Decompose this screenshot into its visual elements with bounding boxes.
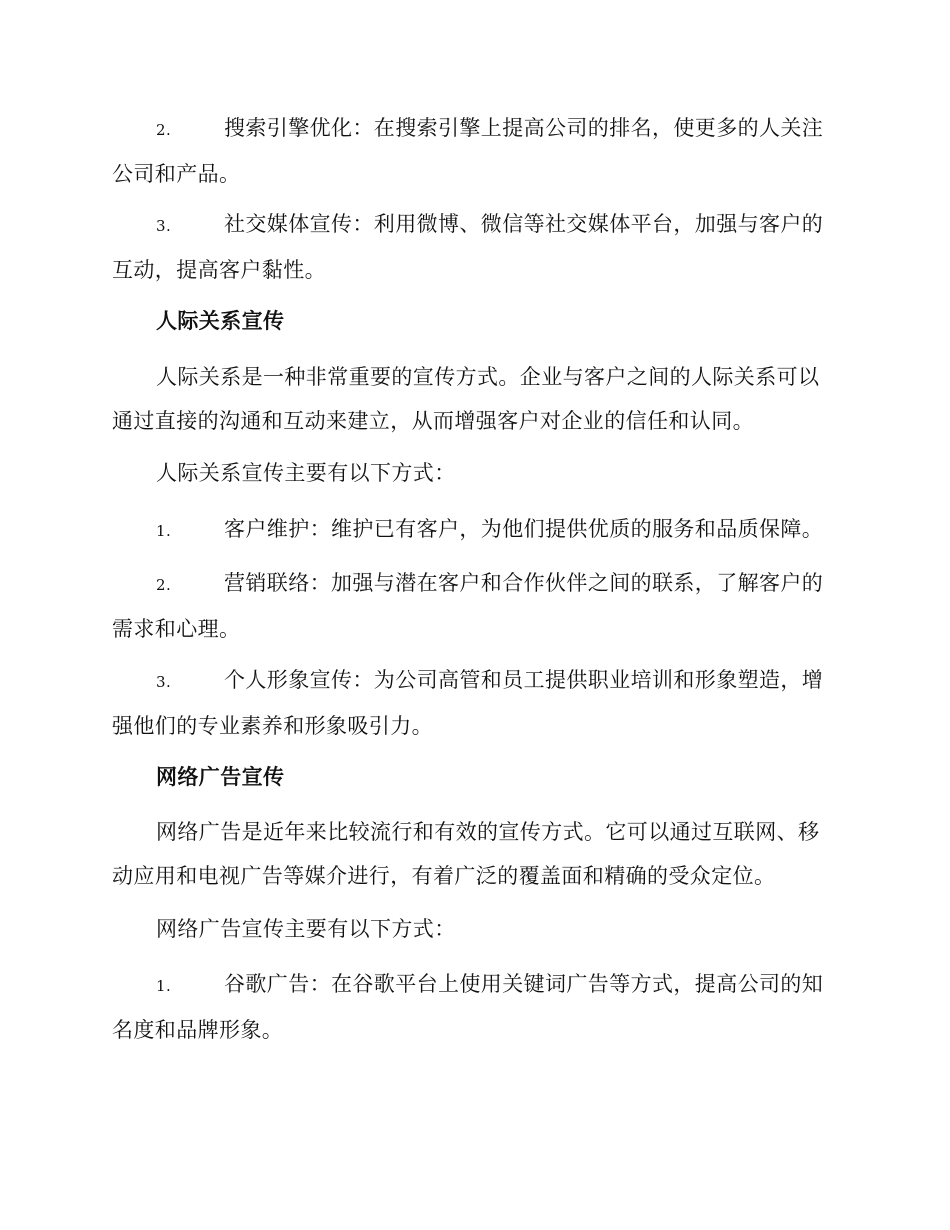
- list-number: 3.: [156, 217, 172, 235]
- list-item-personal-image: [112, 658, 832, 748]
- list-item-marketing-contact: [112, 561, 832, 651]
- list-text: 搜索引擎优化：在搜索引擎上提高公司的排名，使更多的人关注公司和产品。: [112, 116, 824, 186]
- list-number: 1.: [156, 522, 172, 540]
- section-heading-interpersonal: 人际关系宣传: [156, 308, 285, 333]
- list-number: 2.: [156, 576, 172, 594]
- list-text: 营销联络：加强与潜在客户和合作伙伴之间的联系，了解客户的需求和心理。: [112, 571, 824, 641]
- list-item-seo: [112, 106, 832, 196]
- list-text: 社交媒体宣传：利用微博、微信等社交媒体平台，加强与客户的互动，提高客户黏性。: [112, 212, 824, 282]
- section-heading-online-ads: 网络广告宣传: [156, 764, 285, 789]
- list-text: 客户维护：维护已有客户，为他们提供优质的服务和品质保障。: [224, 517, 824, 541]
- paragraph-online-ads-intro: 网络广告是近年来比较流行和有效的宣传方式。它可以通过互联网、移动应用和电视广告等媒介进行，有着广泛的覆盖面和精确的受众定位。: [112, 820, 820, 888]
- list-item-customer-maintenance: [112, 507, 832, 553]
- list-item-google-ads: [112, 962, 832, 1052]
- paragraph-interpersonal-intro: 人际关系是一种非常重要的宣传方式。企业与客户之间的人际关系可以通过直接的沟通和互动来建立，从而增强客户对企业的信任和认同。: [112, 365, 820, 433]
- list-item-social-media: [112, 202, 832, 292]
- list-number: 1.: [156, 977, 172, 995]
- list-number: 2.: [156, 121, 172, 139]
- list-text: 谷歌广告：在谷歌平台上使用关键词广告等方式，提高公司的知名度和品牌形象。: [112, 972, 824, 1042]
- paragraph-online-ads-methods: 网络广告宣传主要有以下方式：: [156, 917, 456, 941]
- list-number: 3.: [156, 673, 172, 691]
- list-text: 个人形象宣传：为公司高管和员工提供职业培训和形象塑造，增强他们的专业素养和形象吸引力。: [112, 668, 824, 738]
- paragraph-interpersonal-methods: 人际关系宣传主要有以下方式：: [156, 461, 456, 485]
